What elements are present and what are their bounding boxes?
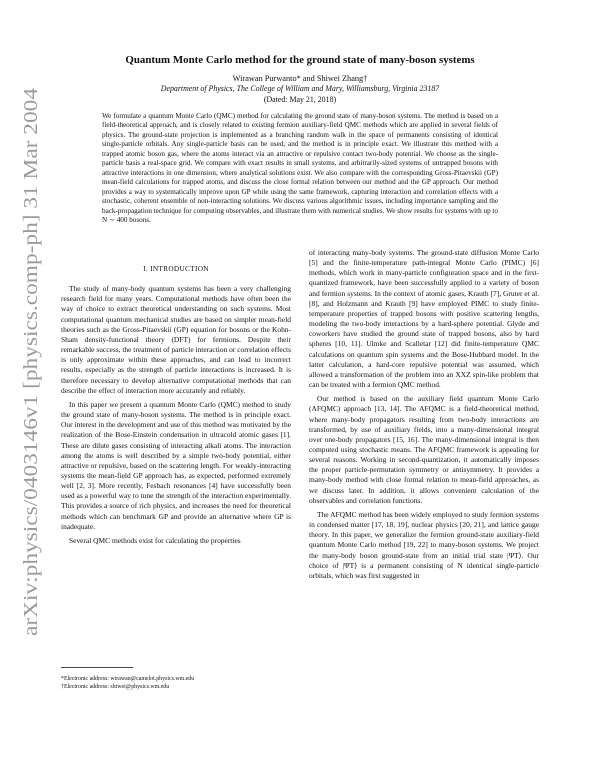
arxiv-identifier-stamp [7,80,47,640]
left-column [61,264,291,550]
footnote-email-1: *Electronic address: wirawan@camelot.physics.wm.edu [61,676,195,682]
body-paragraph: The study of many-body quantum systems has been a very challenging research field for many years. Computational methods have often been the way of choice to extract theoretical understanding on such systems. Most computational quantum mechanical studies are based on simpler mean-field theories such as the Gross-Pitaevskii (GP) equation for bosons or the Kohn-Sham density-functional theory (DFT) for fermions. Despite their remarkable success, the treatment of particle interaction or correlation effects is only approximate within these approaches, and can lead to incorrect results, especially as the strength of particle interactions is increased. It is therefore necessary to develop alternative computational methods that can describe the effect of interaction more accurately and reliably. [61,284,291,395]
dated-line: (Dated: May 21, 2018) [263,95,337,104]
footnotes [61,675,291,691]
author-affiliation: Department of Physics, The College of William and Mary, Williamsburg, Virginia 23187 [160,84,440,93]
body-paragraph: of interacting many-body systems. The ground-state diffusion Monte Carlo [5] and the finite-temperature path-integral Monte Carlo (PIMC) [6] methods, which work in many-particle configuration space and in the first-quantized framework, have been successfully applied to a variety of boson and fermion systems. In the context of atomic gases, Krauth [7], Gruter et al. [8], and Holzmann and Krauth [9] have employed PIMC to study finite-temperature properties of trapped bosons with positive scattering lengths, modeling the two-body interactions by a hard-sphere potential. Glyde and coworkers have studied the ground state of trapped bosons, also by hard spheres [10, 11]. Ulmke and Scalletar [12] did finite-temperature QMC calculations on quantum spin systems and the Bose-Hubbard model. In the latter calculation, a hard-core repulsive potential was assumed, which allowed a transformation of the problem into an XXZ spin-like problem that can be treated with a fermion QMC method. [309,248,539,390]
arxiv-stamp-text: arXiv:physics/0403146v1 [physics.comp-ph] 31 Mar 2004 [21,178,42,636]
body-paragraph: The AFQMC method has been widely employed to study fermion systems in condensed matter [17, 18, 19], nuclear physics [20, 21], and lattice gauge theory. In this paper, we generalize the fermion ground-state auxiliary-field quantum Monte Carlo method [19, 22] to many-boson systems. We project the many-body boson ground-state from an initial trial state |ΨT⟩. Our choice of |ΨT⟩ is a permanent consisting of N identical single-particle orbitals, which was first suggested in [309,509,539,580]
body-paragraph: In this paper we present a quantum Monte Carlo (QMC) method to study the ground state of many-boson systems. The method is in principle exact. Our interest in the development and use of this method was motivated by the realization of the Bose-Einstein condensation in ultracold atomic gases [1]. These are dilute gases consisting of interacting alkali atoms. The interaction among the atoms is well described by a simple two-body potential, either attractive or repulsive, based on the scattering length. For weakly-interacting systems the mean-field GP approach has, as expected, performed extremely well [2, 3]. More recently, Fesbach resonances [4] have successfully been used as a powerful way to tune the strength of the interaction experimentally. This provides a source of rich physics, and increases the need for theoretical methods which can benchmark GP and provide an alternative where GP is inadequate. [61,399,291,531]
right-column [309,248,539,585]
paper-title: Quantum Monte Carlo method for the ground state of many-boson systems [125,54,475,66]
section-heading-introduction: I. INTRODUCTION [143,264,209,273]
footnote-divider [61,667,133,668]
body-paragraph: Several QMC methods exist for calculating the properties [69,535,241,545]
footnote-email-2: †Electronic address: shiwei@physics.wm.edu [61,684,170,690]
abstract: We formulate a quantum Monte Carlo (QMC) method for calculating the ground state of many-boson systems. The method is based on a field-theoretical approach, and is closely related to existing fermion auxiliary-field QMC methods which are applied in several fields of physics. The ground-state projection is implemented as a branching random walk in the space of permanents consisting of identical single-particle orbitals. Any single-particle basis can be used, and the method is in principle exact. We illustrate this method with a trapped atomic boson gas, where the atoms interact via an attractive or repulsive contact two-body potential. We choose as the single-particle basis a real-space grid. We compare with exact results in small systems, and arbitrarily-sized systems of untrapped bosons with attractive interactions in one dimension, where analytical solutions exist. We also compare with the corresponding Gross-Pitaevskii (GP) mean-field calculations for trapped atoms, and discuss the close formal relation between our method and the GP approach. Our method provides a way to systematically improve upon GP while using the same framework, capturing interaction and correlation effects with a stochastic, coherent ensemble of non-interacting solutions. We discuss various algorithmic issues, including importance sampling and the back-propagation technique for computing observables, and illustrate them with numerical studies. We show results for systems with up to N ∼ 400 bosons. [102,112,498,224]
author-list: Wirawan Purwanto* and Shiwei Zhang† [232,74,368,83]
body-paragraph: Our method is based on the auxiliary field quantum Monte Carlo (AFQMC) approach [13, 14]. The AFQMC is a field-theoretical method, where many-body propagators resulting from two-body interactions are transformed, by use of auxiliary fields, into a many-dimensional integral over one-body propagators [15, 16]. The many-dimensional integral is then computed using stochastic means. The AFQMC framework is appealing for several reasons. Working in second-quantization, it automatically imposes the proper particle-permutation symmetry or antisymmetry. It provides a many-body method with close formal relation to mean-field approaches, as we discuss later. In addition, it allows convenient calculation of the observables and correlation functions. [309,394,539,505]
